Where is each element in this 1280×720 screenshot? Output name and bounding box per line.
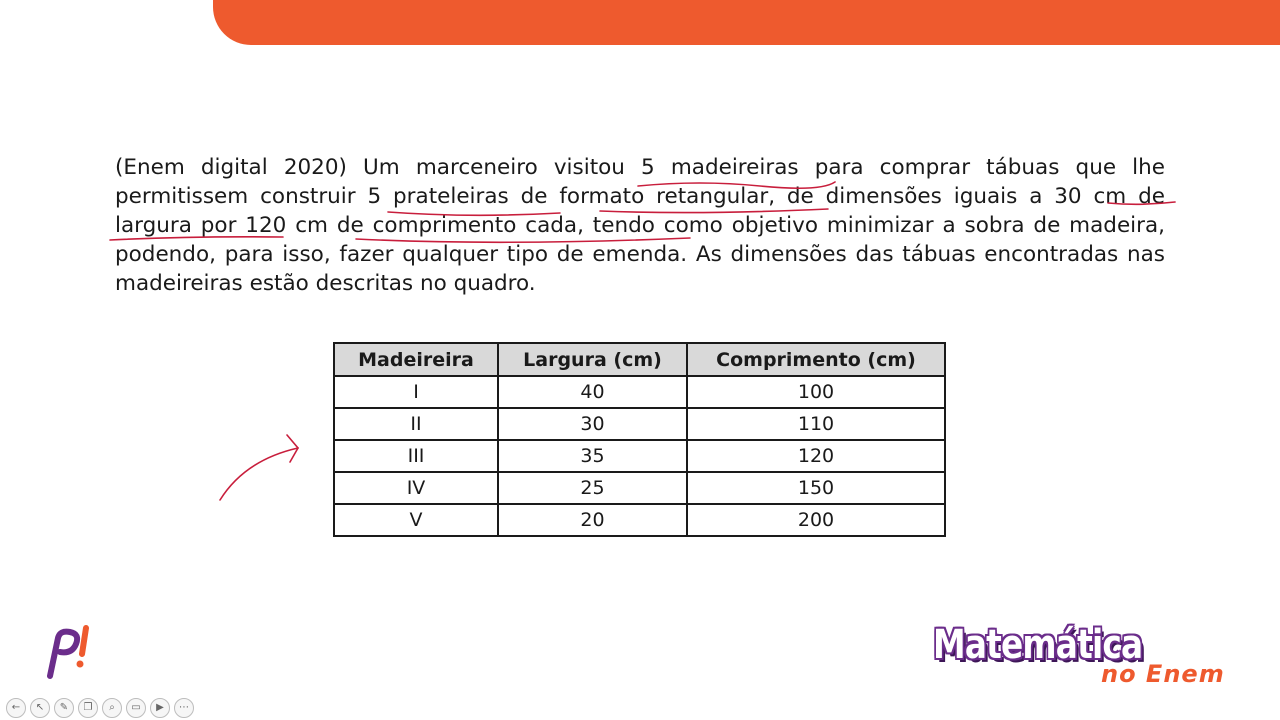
table-row: [334, 408, 945, 440]
cell-madeireira: II: [334, 408, 498, 440]
annotation-arrow: [220, 448, 298, 500]
header-bar: [213, 0, 1280, 45]
subtitle-icon[interactable]: ▭: [126, 698, 146, 718]
pen-icon[interactable]: ✎: [54, 698, 74, 718]
cell-comprimento: 150: [687, 472, 945, 504]
cell-comprimento: 110: [687, 408, 945, 440]
cell-madeireira: III: [334, 440, 498, 472]
arrow-icon[interactable]: ←: [6, 698, 26, 718]
zoom-icon[interactable]: ⌕: [102, 698, 122, 718]
cell-comprimento: 100: [687, 376, 945, 408]
table-row: [334, 472, 945, 504]
header-madeireira: Madeireira: [334, 343, 498, 376]
cell-madeireira: IV: [334, 472, 498, 504]
brand-title: Matemática: [933, 622, 1143, 668]
presentation-toolbar: [6, 698, 194, 718]
dimensions-table: [333, 342, 946, 537]
cell-madeireira: V: [334, 504, 498, 536]
cell-comprimento: 200: [687, 504, 945, 536]
brand-logo: [933, 620, 1233, 690]
question-text: (Enem digital 2020) Um marceneiro visitou 5 madeireiras para comprar tábuas que lhe permitissem construir 5 prateleiras de formato retangular, de dimensões iguais a 30 cm de largura por 120 cm de comprimento cada, tendo como objetivo minimizar a sobra de madeira, podendo, para isso, fazer qualquer tipo de emenda. As dimensões das tábuas encontradas nas madeireiras estão descritas no quadro.: [115, 155, 1165, 296]
cell-largura: 40: [498, 376, 687, 408]
cell-madeireira: I: [334, 376, 498, 408]
cell-largura: 35: [498, 440, 687, 472]
table-row: [334, 440, 945, 472]
cell-largura: 20: [498, 504, 687, 536]
pointer-icon[interactable]: ↖: [30, 698, 50, 718]
cell-comprimento: 120: [687, 440, 945, 472]
copy-icon[interactable]: ❐: [78, 698, 98, 718]
brand-subtitle: no Enem: [1101, 660, 1225, 688]
annotation-arrowhead: [287, 435, 298, 462]
more-icon[interactable]: ⋯: [174, 698, 194, 718]
table-row: [334, 376, 945, 408]
camera-icon[interactable]: ▶: [150, 698, 170, 718]
logo-icon: [44, 624, 94, 680]
header-comprimento: Comprimento (cm): [687, 343, 945, 376]
table-row: [334, 504, 945, 536]
cell-largura: 30: [498, 408, 687, 440]
header-largura: Largura (cm): [498, 343, 687, 376]
cell-largura: 25: [498, 472, 687, 504]
